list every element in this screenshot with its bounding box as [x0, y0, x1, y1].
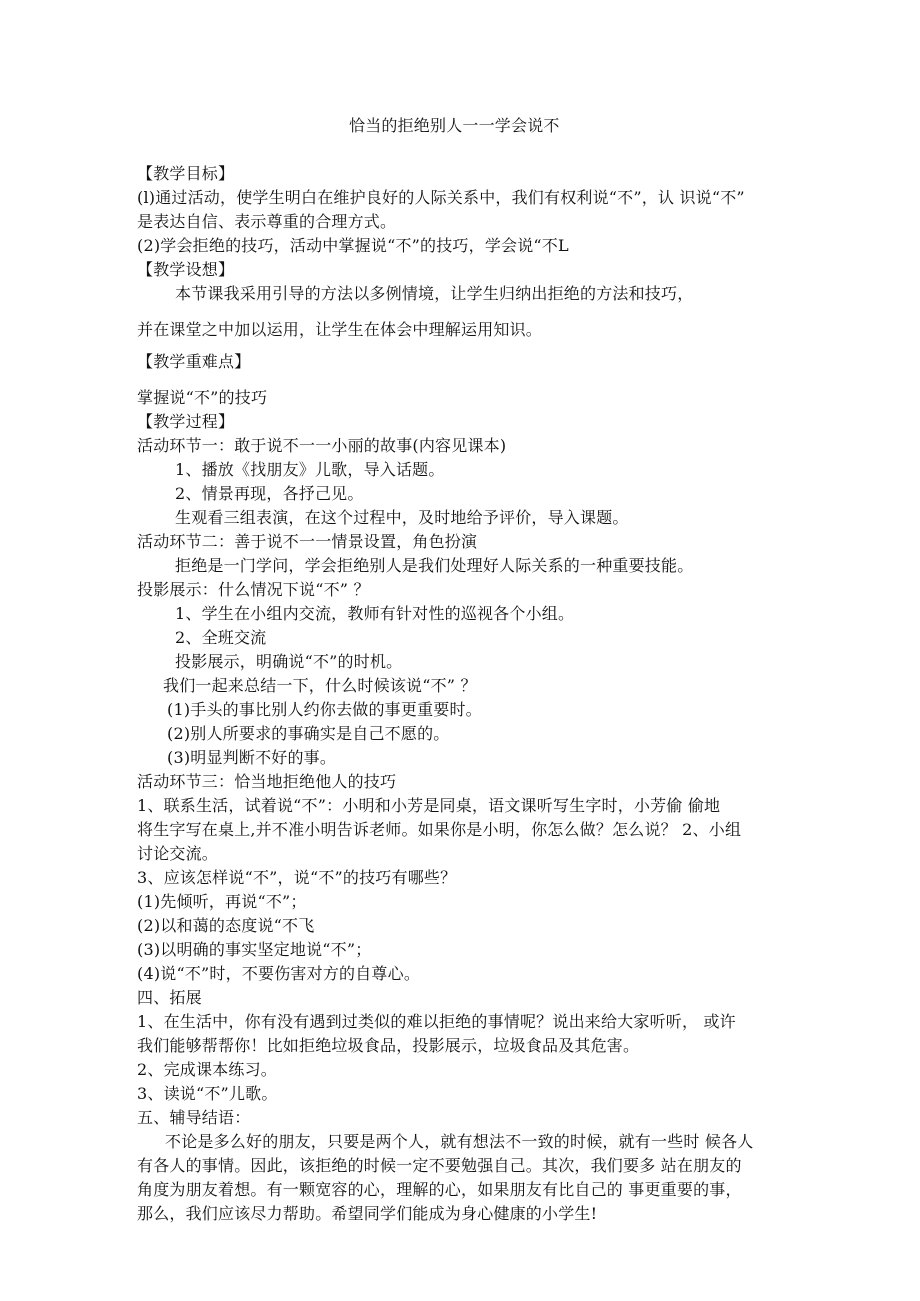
activity-heading: 活动环节三：恰当地拒绝他人的技巧 — [137, 772, 397, 791]
paragraph-line: 1、联系生活，试着说“不”：小明和小芳是同桌，语文课听写生字时，小芳偷 偷地 — [137, 796, 721, 815]
list-item: 1、播放《找朋友》儿歌，导入话题。 — [175, 460, 445, 479]
paragraph-line: 本节课我采用引导的方法以多例情境，让学生归纳出拒绝的方法和技巧， — [175, 284, 694, 303]
paragraph-line: 将生字写在桌上,并不准小明告诉老师。如果你是小明，你怎么做？怎么说？ 2、小组 — [137, 820, 742, 839]
section-heading-design: 【教学设想】 — [137, 260, 235, 279]
paragraph-line: 并在课堂之中加以运用，让学生在体会中理解运用知识。 — [137, 320, 543, 339]
section-heading-extension: 四、拓展 — [137, 988, 202, 1007]
list-item: 2、完成课本练习。 — [137, 1060, 277, 1079]
list-item: 3、读说“不”儿歌。 — [137, 1084, 278, 1103]
paragraph-line: 投影展示：什么情况下说“不” ？ — [137, 580, 370, 599]
list-item: 2、情景再现，各抒己见。 — [175, 484, 364, 503]
document-title: 恰当的拒绝别人一一学会说不 — [349, 116, 560, 135]
paragraph-line: (l)通过活动，使学生明白在维护良好的人际关系中，我们有权利说“不”，认 识说“不” — [137, 188, 745, 207]
paragraph-line: 拒绝是一门学问，学会拒绝别人是我们处理好人际关系的一种重要技能。 — [175, 556, 694, 575]
list-item: (3)以明确的事实坚定地说“不”； — [137, 940, 372, 959]
paragraph-line: 我们一起来总结一下，什么时候该说“不” ？ — [163, 676, 477, 695]
list-item: (2)以和蔼的态度说“不飞 — [137, 916, 315, 935]
list-item: 2、全班交流 — [175, 628, 267, 647]
paragraph-line: (2)学会拒绝的技巧，活动中掌握说“不”的技巧，学会说“不L — [137, 236, 569, 255]
paragraph-line: 是表达自信、表示尊重的合理方式。 — [137, 212, 397, 231]
section-heading-conclusion: 五、辅导结语： — [137, 1108, 251, 1127]
list-item: (2)别人所要求的事确实是自己不愿的。 — [167, 724, 450, 743]
paragraph-line: 有各人的事情。因此，该拒绝的时候一定不要勉强自己。其次，我们要多 站在朋友的 — [137, 1156, 742, 1175]
paragraph-line: 投影展示，明确说“不”的时机。 — [175, 652, 403, 671]
paragraph-line: 掌握说“不”的技巧 — [137, 388, 268, 407]
section-heading-objectives: 【教学目标】 — [137, 164, 235, 183]
paragraph-line: 3、应该怎样说“不”，说“不”的技巧有哪些？ — [137, 868, 457, 887]
list-item: (1)先倾听，再说“不”； — [137, 892, 307, 911]
section-heading-key-points: 【教学重难点】 — [137, 352, 251, 371]
paragraph-line: 我们能够帮帮你！比如拒绝垃圾食品，投影展示，垃圾食品及其危害。 — [137, 1036, 640, 1055]
list-item: (3)明显判断不好的事。 — [167, 748, 337, 767]
paragraph-line: 1、在生活中，你有没有遇到过类似的难以拒绝的事情呢？说出来给大家听听， 或许 — [137, 1012, 736, 1031]
activity-heading: 活动环节二：善于说不一一情景设置，角色扮演 — [137, 532, 478, 551]
section-heading-process: 【教学过程】 — [137, 412, 235, 431]
paragraph-line: 角度为朋友着想。有一颗宽容的心，理解的心，如果朋友有比自己的 事更重要的事， — [137, 1180, 742, 1199]
paragraph-line: 讨论交流。 — [137, 844, 219, 863]
paragraph-line: 那么，我们应该尽力帮助。希望同学们能成为身心健康的小学生! — [137, 1204, 598, 1223]
activity-heading: 活动环节一：敢于说不一一小丽的故事(内容见课本) — [137, 436, 507, 455]
paragraph-line: 不论是多么好的朋友，只要是两个人，就有想法不一致的时候，就有一些时 候各人 — [165, 1132, 754, 1151]
list-item: (1)手头的事比别人约你去做的事更重要时。 — [167, 700, 482, 719]
list-item: (4)说“不”时，不要伤害对方的自尊心。 — [137, 964, 421, 983]
list-item: 1、学生在小组内交流，教师有针对性的巡视各个小组。 — [175, 604, 575, 623]
paragraph-line: 生观看三组表演，在这个过程中，及时地给予评价，导入课题。 — [175, 508, 629, 527]
